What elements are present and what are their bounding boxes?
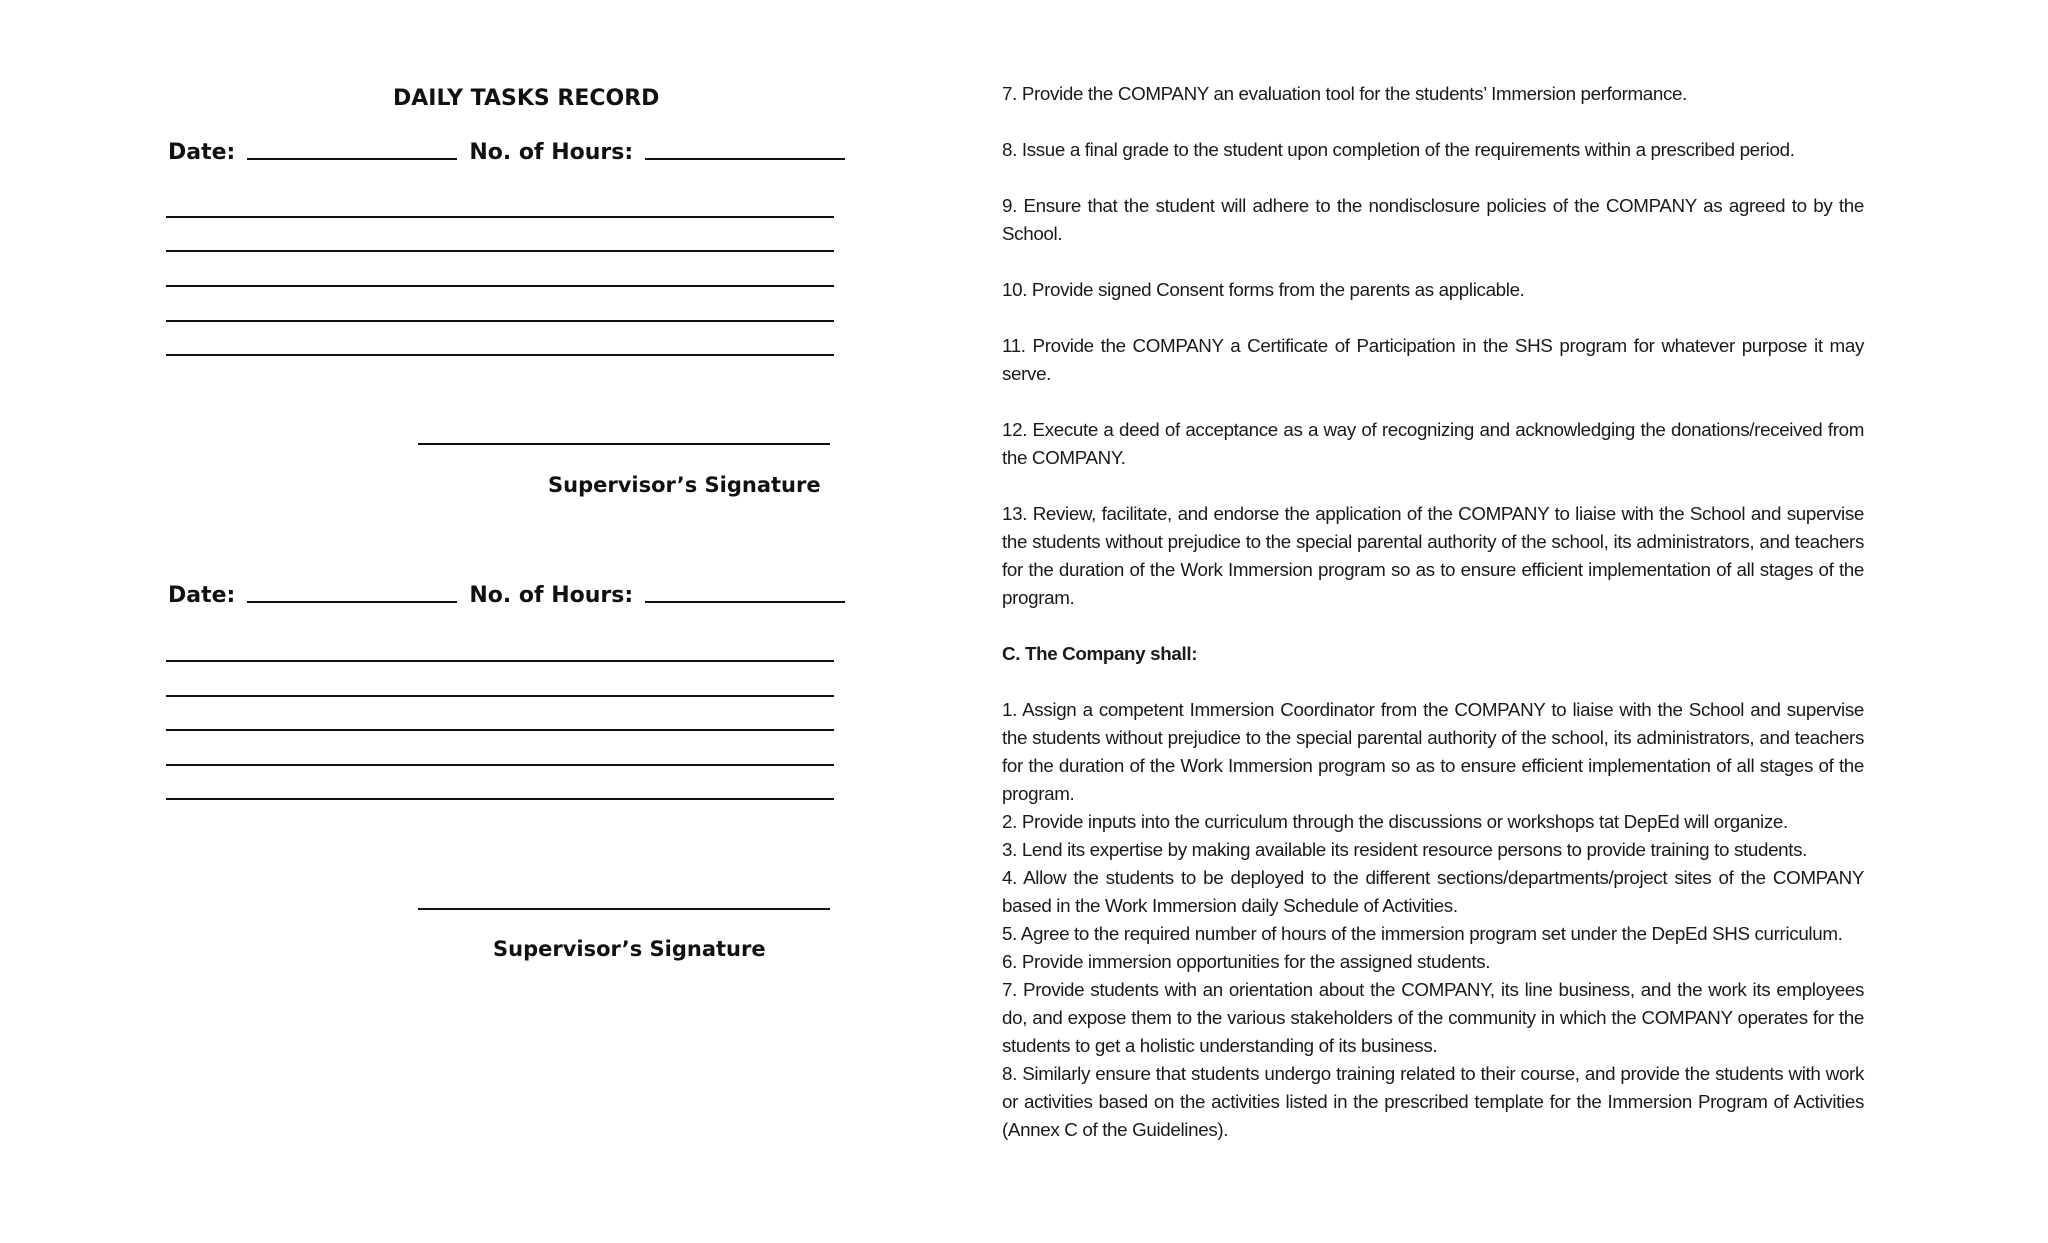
company-item-8: 8. Similarly ensure that students undergo training related to their course, and provide the students with work or activities based on the activities listed in the prescribed template for the Immersion Program of Activities (Annex C of the Guidelines). bbox=[1002, 1063, 1864, 1140]
school-item-10: 10. Provide signed Consent forms from the parents as applicable. bbox=[1002, 279, 1525, 300]
date-label: Date: bbox=[168, 140, 236, 165]
task-line[interactable] bbox=[166, 216, 834, 218]
company-section-heading: C. The Company shall: bbox=[1002, 643, 1198, 664]
daily-tasks-record-page bbox=[0, 0, 900, 1243]
school-item-11: 11. Provide the COMPANY a Certificate of Participation in the SHS program for whatever purpose it may serve. bbox=[1002, 335, 1864, 384]
hours-label: No. of Hours: bbox=[469, 583, 634, 608]
date-field[interactable] bbox=[247, 156, 457, 160]
task-line[interactable] bbox=[166, 354, 834, 356]
date-label: Date: bbox=[168, 583, 236, 608]
signature-line[interactable] bbox=[418, 908, 830, 910]
entry-2-header bbox=[168, 583, 845, 608]
task-line[interactable] bbox=[166, 729, 834, 731]
company-item-5: 5. Agree to the required number of hours of the immersion program set under the DepEd SHS curriculum. bbox=[1002, 923, 1843, 944]
task-line[interactable] bbox=[166, 695, 834, 697]
task-line[interactable] bbox=[166, 798, 834, 800]
supervisor-signature-label: Supervisor’s Signature bbox=[493, 937, 766, 961]
agreement-text-page bbox=[1002, 80, 1864, 1144]
hours-field[interactable] bbox=[645, 156, 845, 160]
task-line[interactable] bbox=[166, 660, 834, 662]
school-item-12: 12. Execute a deed of acceptance as a way of recognizing and acknowledging the donations/received from the COMPANY. bbox=[1002, 419, 1864, 468]
task-line[interactable] bbox=[166, 320, 834, 322]
task-line[interactable] bbox=[166, 764, 834, 766]
school-item-7: 7. Provide the COMPANY an evaluation tool for the students’ Immersion performance. bbox=[1002, 83, 1687, 104]
record-title: DAILY TASKS RECORD bbox=[393, 86, 660, 111]
school-item-9: 9. Ensure that the student will adhere to the nondisclosure policies of the COMPANY as agreed to by the School. bbox=[1002, 195, 1864, 244]
task-line[interactable] bbox=[166, 285, 834, 287]
signature-line[interactable] bbox=[418, 443, 830, 445]
company-item-2: 2. Provide inputs into the curriculum through the discussions or workshops tat DepEd will organize. bbox=[1002, 811, 1788, 832]
company-item-3: 3. Lend its expertise by making available its resident resource persons to provide training to students. bbox=[1002, 839, 1808, 860]
company-item-4: 4. Allow the students to be deployed to the different sections/departments/project sites of the COMPANY based in the Work Immersion daily Schedule of Activities. bbox=[1002, 867, 1864, 916]
company-item-6: 6. Provide immersion opportunities for the assigned students. bbox=[1002, 951, 1491, 972]
company-item-1: 1. Assign a competent Immersion Coordinator from the COMPANY to liaise with the School and supervise the students without prejudice to the special parental authority of the school, its administrators, and teachers for the duration of the Work Immersion program so as to ensure efficient implementation of all stages of the program. bbox=[1002, 699, 1864, 804]
entry-1-header bbox=[168, 140, 845, 165]
company-item-7: 7. Provide students with an orientation about the COMPANY, its line business, and the work its employees do, and expose them to the various stakeholders of the community in which the COMPANY operates for the students to get a holistic understanding of its business. bbox=[1002, 979, 1864, 1056]
supervisor-signature-label: Supervisor’s Signature bbox=[548, 473, 821, 497]
school-item-8: 8. Issue a final grade to the student upon completion of the requirements within a prescribed period. bbox=[1002, 139, 1795, 160]
task-line[interactable] bbox=[166, 250, 834, 252]
school-item-13: 13. Review, facilitate, and endorse the application of the COMPANY to liaise with the School and supervise the students without prejudice to the special parental authority of the school, its administrators, and teachers for the duration of the Work Immersion program so as to ensure efficient implementation of all stages of the program. bbox=[1002, 503, 1864, 608]
hours-label: No. of Hours: bbox=[469, 140, 634, 165]
date-field[interactable] bbox=[247, 599, 457, 603]
hours-field[interactable] bbox=[645, 599, 845, 603]
